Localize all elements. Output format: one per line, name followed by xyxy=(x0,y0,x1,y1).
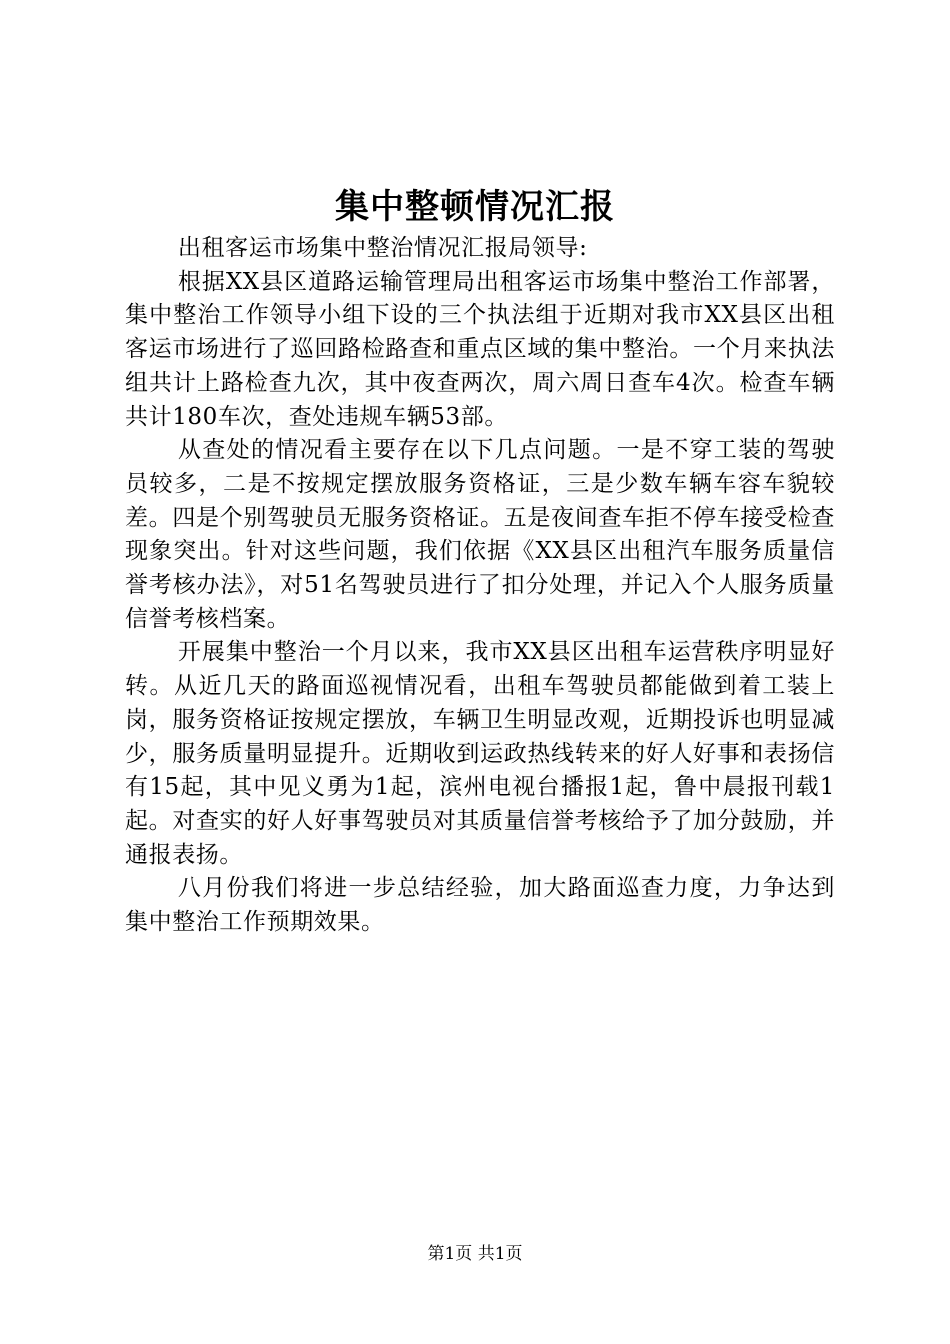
page-number-footer: 第1页 共1页 xyxy=(427,1244,523,1264)
paragraph-improvements: 开展集中整治一个月以来，我市XX县区出租车运营秩序明显好转。从近几天的路面巡视情况看，出租车驾驶员都能做到着工装上岗，服务资格证按规定摆放，车辆卫生明显改观，近期投诉也明显减少，服务质量明显提升。近期收到运政热线转来的好人好事和表扬信有15起，其中见义勇为1起，滨州电视台播报1起，鲁中晨报刊载1起。对查实的好人好事驾驶员对其质量信誉考核给予了加分鼓励，并通报表扬。 xyxy=(125,639,835,868)
document-title: 集中整顿情况汇报 xyxy=(335,187,615,227)
paragraph-salutation: 出租客运市场集中整治情况汇报局领导: xyxy=(177,235,588,261)
paragraph-inspection-summary: 根据XX县区道路运输管理局出租客运市场集中整治工作部署，集中整治工作领导小组下设的三个执法组于近期对我市XX县区出租客运市场进行了巡回路检路查和重点区域的集中整治。一个月来执法组共计上路检查九次，其中夜查两次，周六周日查车4次。检查车辆共计180车次，查处违规车辆53部。 xyxy=(125,268,835,430)
document-body xyxy=(125,232,835,940)
paragraph-next-steps: 八月份我们将进一步总结经验，加大路面巡查力度，力争达到集中整治工作预期效果。 xyxy=(125,875,835,936)
paragraph-problems-found: 从查处的情况看主要存在以下几点问题。一是不穿工装的驾驶员较多，二是不按规定摆放服务资格证，三是少数车辆车容车貌较差。四是个别驾驶员无服务资格证。五是夜间查车拒不停车接受检查现象突出。针对这些问题，我们依据《XX县区出租汽车服务质量信誉考核办法》，对51名驾驶员进行了扣分处理，并记入个人服务质量信誉考核档案。 xyxy=(125,437,835,632)
